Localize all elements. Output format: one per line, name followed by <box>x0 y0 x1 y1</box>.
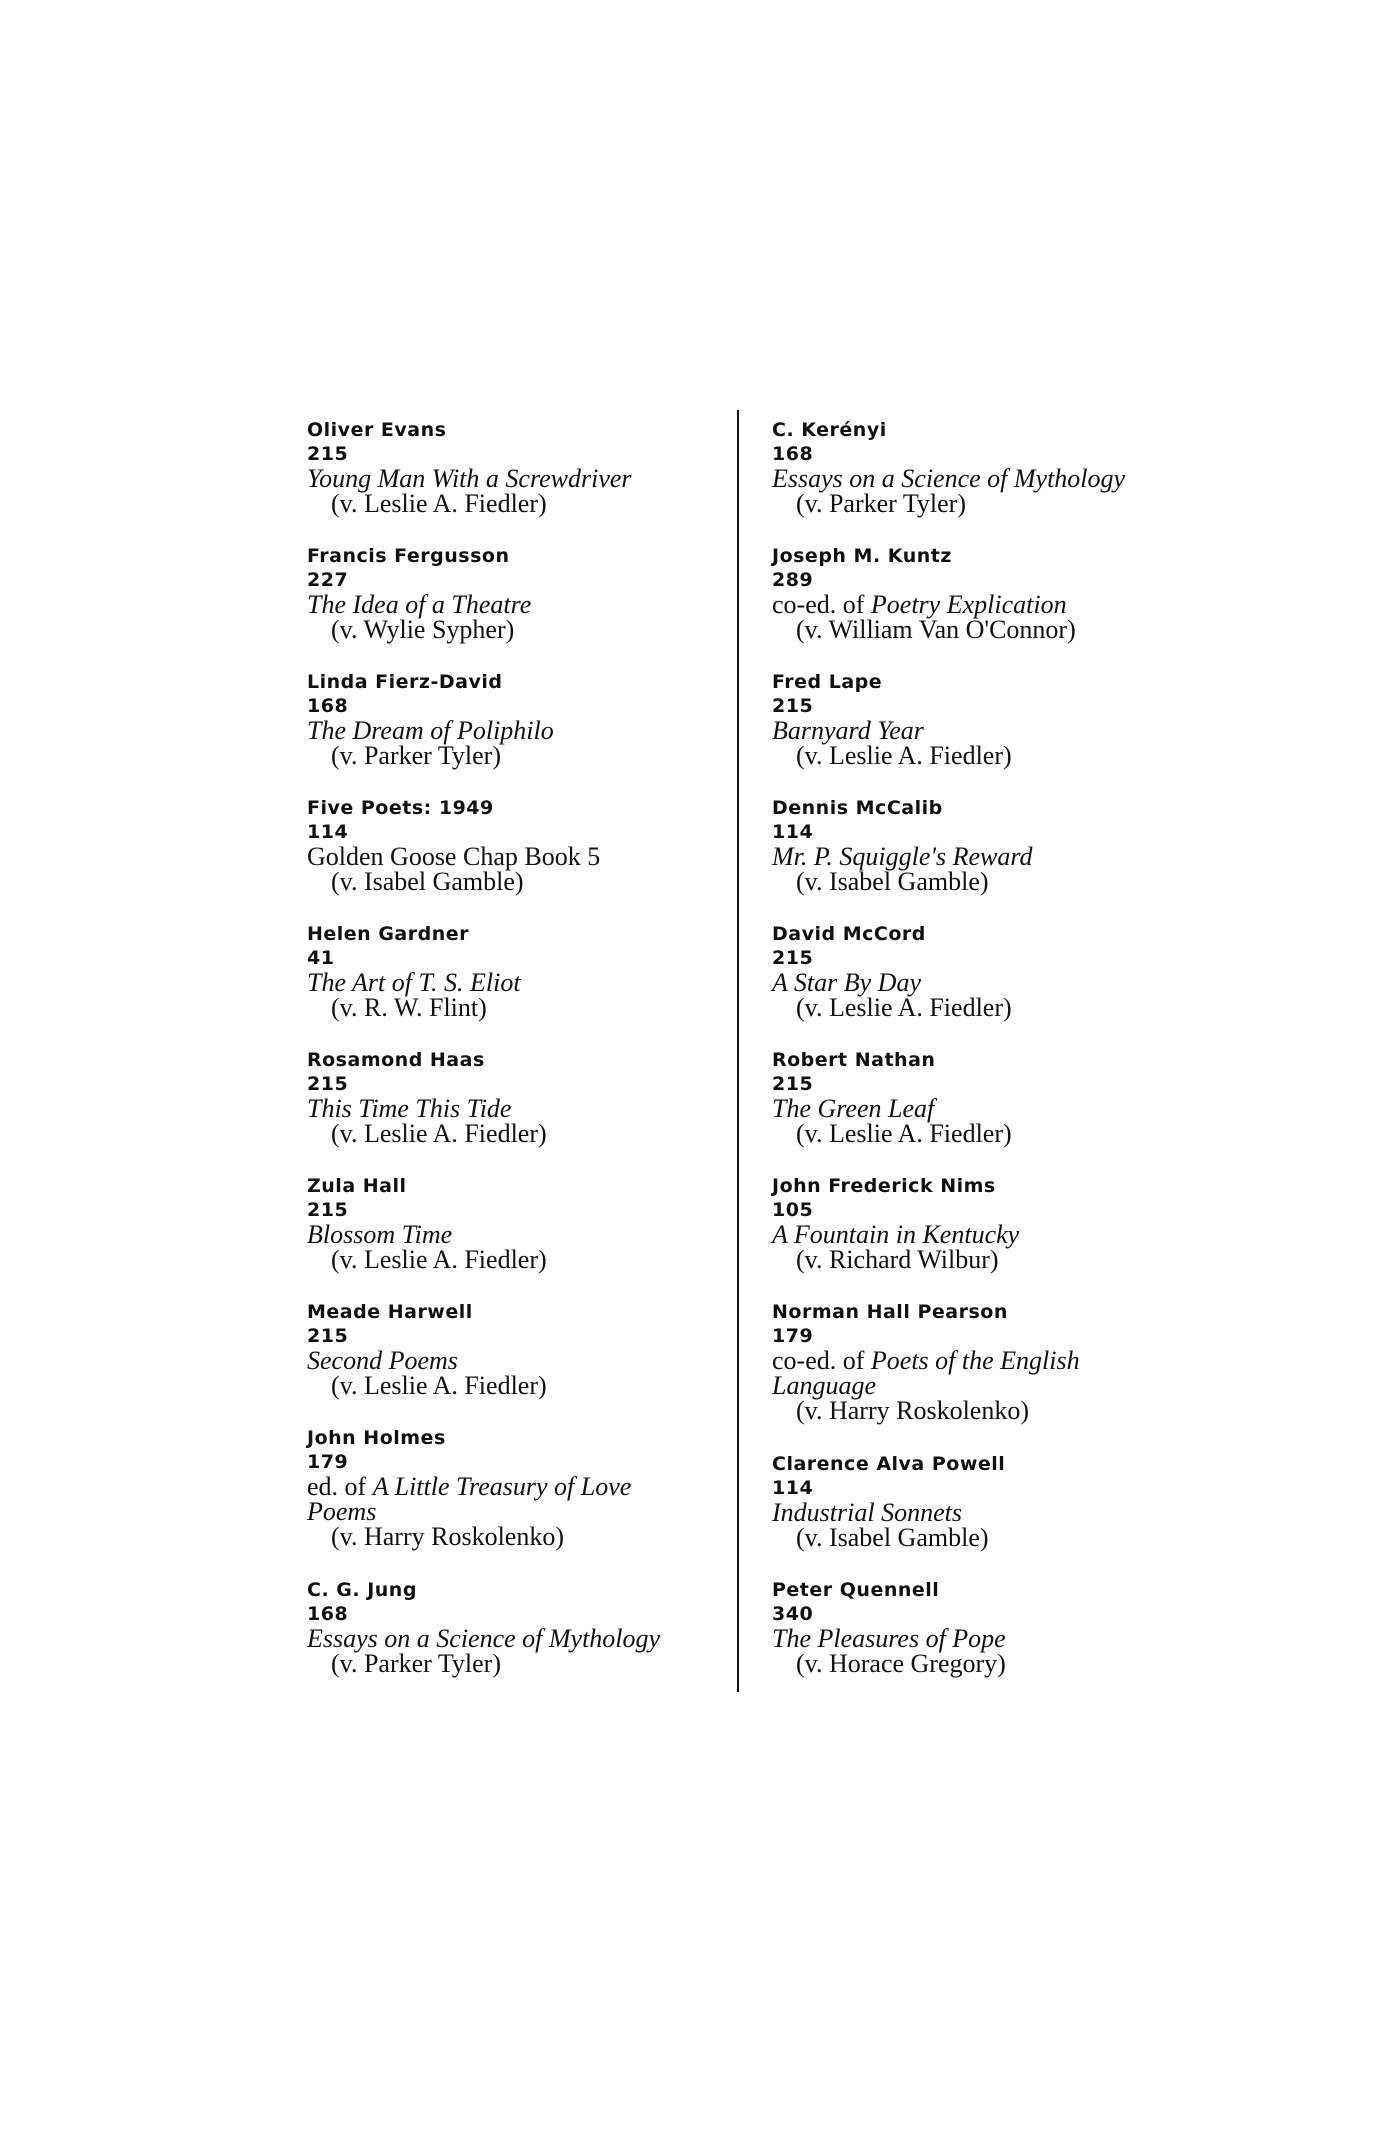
index-entry <box>307 1174 737 1300</box>
book-title-line <box>772 718 1202 743</box>
reviewer: (v. Parker Tyler) <box>796 489 967 518</box>
book-title: Barnyard Year <box>772 716 924 745</box>
index-entry <box>307 1048 737 1174</box>
reviewer: (v. Richard Wilbur) <box>796 1245 999 1274</box>
index-entry <box>307 796 737 922</box>
reviewer: (v. Isabel Gamble) <box>796 867 989 896</box>
column-divider <box>737 410 739 1692</box>
book-title-line <box>307 1096 737 1121</box>
book-title: Young Man With a Screwdriver <box>307 464 632 493</box>
reviewer: (v. Leslie A. Fiedler) <box>331 1119 547 1148</box>
page-number: 227 <box>307 569 349 591</box>
reviewer: (v. Isabel Gamble) <box>796 1523 989 1552</box>
index-entry <box>772 670 1202 796</box>
index-entry <box>772 922 1202 1048</box>
book-title: Poetry Explication <box>870 590 1067 619</box>
book-title: The Idea of a Theatre <box>307 590 532 619</box>
author-name: Dennis McCalib <box>772 797 943 819</box>
page-number: 179 <box>307 1451 349 1473</box>
page-number: 179 <box>772 1325 814 1347</box>
reviewer: (v. Leslie A. Fiedler) <box>796 741 1012 770</box>
author-name: Joseph M. Kuntz <box>772 545 952 567</box>
reviewer: (v. Leslie A. Fiedler) <box>331 489 547 518</box>
index-entry <box>772 544 1202 670</box>
book-title: The Green Leaf <box>772 1094 935 1123</box>
page-number: 215 <box>772 695 814 717</box>
page-number: 114 <box>307 821 349 843</box>
book-title: A Little Treasury of Love Poems <box>307 1472 632 1526</box>
book-title-line <box>307 1626 737 1651</box>
book-title: This Time This Tide <box>307 1094 512 1123</box>
author-name: Francis Fergusson <box>307 545 510 567</box>
reviewer: (v. Isabel Gamble) <box>331 867 524 896</box>
book-title: Essays on a Science of Mythology <box>307 1624 661 1653</box>
reviewer: (v. Leslie A. Fiedler) <box>796 1119 1012 1148</box>
author-name: Fred Lape <box>772 671 883 693</box>
right-column <box>772 418 1202 1704</box>
title-prefix: co-ed. of <box>772 1346 871 1375</box>
page-number: 215 <box>307 1073 349 1095</box>
book-title-line <box>772 844 1202 869</box>
reviewer: (v. Horace Gregory) <box>796 1649 1006 1678</box>
author-name: Rosamond Haas <box>307 1049 485 1071</box>
book-title: Poets of the English Language <box>772 1346 1080 1400</box>
page-number: 215 <box>307 1199 349 1221</box>
left-column <box>307 418 737 1704</box>
page-number: 105 <box>772 1199 814 1221</box>
reviewer: (v. R. W. Flint) <box>331 993 487 1022</box>
book-title-line <box>772 1348 1172 1398</box>
index-entry <box>307 1578 737 1704</box>
page-number: 215 <box>772 947 814 969</box>
page-number: 41 <box>307 947 335 969</box>
author-name: Norman Hall Pearson <box>772 1301 1008 1323</box>
title-prefix: ed. of <box>307 1472 373 1501</box>
book-title-line <box>772 592 1202 617</box>
reviewer: (v. Leslie A. Fiedler) <box>331 1245 547 1274</box>
reviewer: (v. Parker Tyler) <box>331 741 502 770</box>
reviewer: (v. William Van O'Connor) <box>796 615 1076 644</box>
book-title-line <box>307 970 737 995</box>
book-title-line <box>307 466 737 491</box>
author-name: David McCord <box>772 923 926 945</box>
reviewer: (v. Wylie Sypher) <box>331 615 515 644</box>
book-title: The Art of T. S. Eliot <box>307 968 521 997</box>
author-name: John Holmes <box>307 1427 446 1449</box>
book-title-line <box>772 1096 1202 1121</box>
book-title-line <box>307 844 737 869</box>
page-number: 215 <box>772 1073 814 1095</box>
book-title-line <box>772 466 1202 491</box>
author-name: C. Kerényi <box>772 419 887 441</box>
author-name: C. G. Jung <box>307 1579 417 1601</box>
book-title: A Star By Day <box>772 968 921 997</box>
book-title-line <box>307 1474 707 1524</box>
author-name: Zula Hall <box>307 1175 407 1197</box>
reviewer: (v. Leslie A. Fiedler) <box>331 1371 547 1400</box>
book-title-line <box>772 1626 1202 1651</box>
book-title: Industrial Sonnets <box>772 1498 962 1527</box>
page-number: 168 <box>772 443 814 465</box>
page-number: 215 <box>307 1325 349 1347</box>
reviewer: (v. Parker Tyler) <box>331 1649 502 1678</box>
index-entry <box>772 1452 1202 1578</box>
author-name: John Frederick Nims <box>772 1175 996 1197</box>
index-entry <box>772 1300 1202 1452</box>
page-number: 215 <box>307 443 349 465</box>
page-number: 114 <box>772 1477 814 1499</box>
index-entry <box>307 544 737 670</box>
author-name: Linda Fierz-David <box>307 671 503 693</box>
book-title-line <box>307 592 737 617</box>
book-title: Blossom Time <box>307 1220 453 1249</box>
index-entry <box>307 1300 737 1426</box>
author-name: Meade Harwell <box>307 1301 473 1323</box>
reviewer: (v. Harry Roskolenko) <box>331 1522 564 1551</box>
page-number: 168 <box>307 695 349 717</box>
index-entry <box>307 1426 737 1578</box>
author-name: Helen Gardner <box>307 923 469 945</box>
page-number: 114 <box>772 821 814 843</box>
page-number: 168 <box>307 1603 349 1625</box>
author-name: Clarence Alva Powell <box>772 1453 1006 1475</box>
book-title-line <box>772 970 1202 995</box>
book-title: A Fountain in Kentucky <box>772 1220 1020 1249</box>
title-prefix: co-ed. of <box>772 590 871 619</box>
page-number: 289 <box>772 569 814 591</box>
author-name: Peter Quennell <box>772 1579 940 1601</box>
index-entry <box>772 418 1202 544</box>
index-entry <box>772 796 1202 922</box>
book-title: The Pleasures of Pope <box>772 1624 1006 1653</box>
index-entry <box>772 1578 1202 1704</box>
reviewer: (v. Harry Roskolenko) <box>796 1396 1029 1425</box>
author-name: Robert Nathan <box>772 1049 936 1071</box>
book-title-line <box>772 1222 1202 1247</box>
book-title: The Dream of Poliphilo <box>307 716 554 745</box>
page-number: 340 <box>772 1603 814 1625</box>
author-name: Oliver Evans <box>307 419 447 441</box>
book-title-line <box>307 718 737 743</box>
book-title-line <box>772 1500 1202 1525</box>
title-prefix: Golden Goose Chap Book 5 <box>307 842 601 871</box>
index-entry <box>307 670 737 796</box>
book-title-line <box>307 1348 737 1373</box>
index-entry <box>772 1174 1202 1300</box>
index-entry <box>307 418 737 544</box>
book-title: Mr. P. Squiggle's Reward <box>772 842 1033 871</box>
index-entry <box>307 922 737 1048</box>
book-title-line <box>307 1222 737 1247</box>
reviewer: (v. Leslie A. Fiedler) <box>796 993 1012 1022</box>
book-title: Second Poems <box>307 1346 458 1375</box>
book-title: Essays on a Science of Mythology <box>772 464 1126 493</box>
author-name: Five Poets: 1949 <box>307 797 494 819</box>
index-entry <box>772 1048 1202 1174</box>
